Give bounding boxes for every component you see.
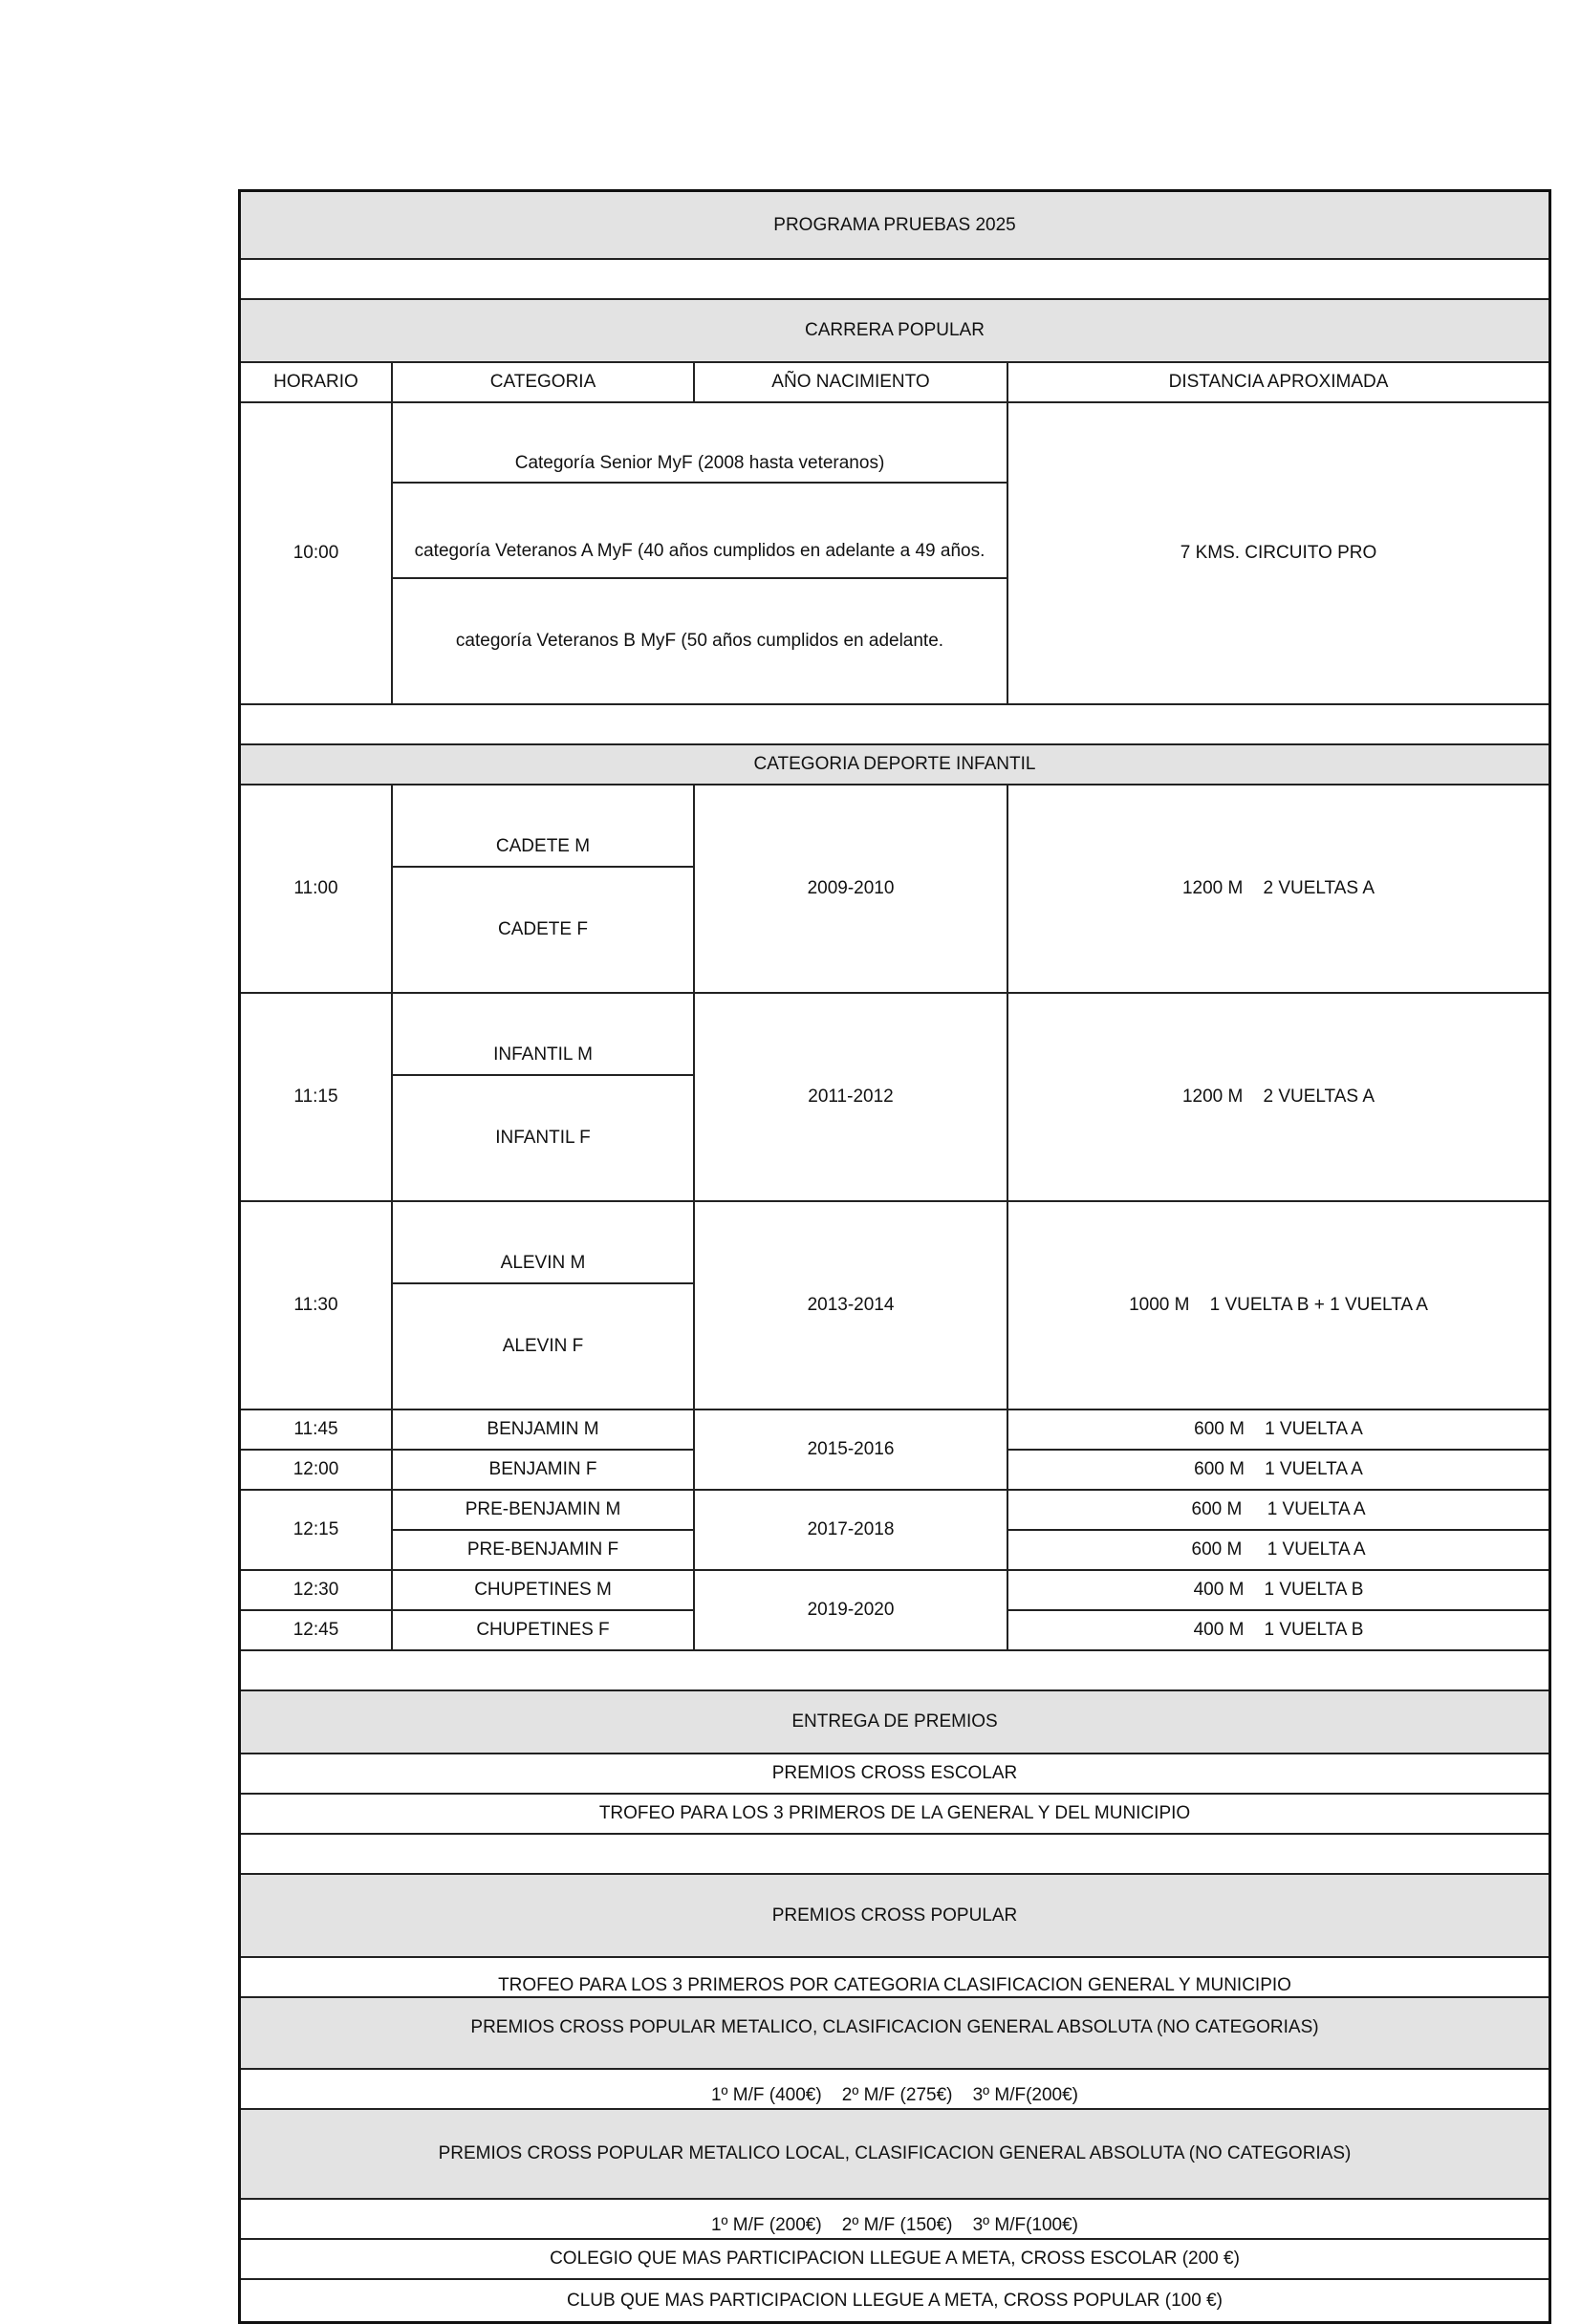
- premios-metalico-prizes: 1º M/F (400€) 2º M/F (275€) 3º M/F(200€): [241, 2069, 1549, 2109]
- benjamin-f-time: 12:00: [241, 1450, 392, 1490]
- premios-metalico-title: PREMIOS CROSS POPULAR METALICO, CLASIFICACION GENERAL ABSOLUTA (NO CATEGORIAS): [241, 1997, 1549, 2069]
- benjamin-years: 2015-2016: [694, 1409, 1007, 1490]
- premios-popular-trofeo: TROFEO PARA LOS 3 PRIMEROS POR CATEGORIA CLASIFICACION GENERAL Y MUNICIPIO: [241, 1957, 1549, 1997]
- header-horario: HORARIO: [241, 362, 392, 402]
- popular-category-veteranos-a: categoría Veteranos A MyF (40 años cumplidos en adelante a 49 años.: [393, 526, 1007, 579]
- premio-colegio: COLEGIO QUE MAS PARTICIPACION LLEGUE A META, CROSS ESCOLAR (200 €): [241, 2239, 1549, 2279]
- section-title-deporte-infantil: CATEGORIA DEPORTE INFANTIL: [241, 744, 1549, 785]
- prebenjamin-time: 12:15: [241, 1490, 392, 1570]
- alevin-distance: 1000 M 1 VUELTA B + 1 VUELTA A: [1007, 1201, 1549, 1409]
- popular-categories: [392, 402, 1007, 704]
- header-distancia: DISTANCIA APROXIMADA: [1007, 362, 1549, 402]
- spacer-row: [241, 704, 1549, 744]
- section-title-carrera-popular: CARRERA POPULAR: [241, 299, 1549, 362]
- popular-category-senior: Categoría Senior MyF (2008 hasta veteranos): [393, 445, 1007, 484]
- prebenjamin-m-distance: 600 M 1 VUELTA A: [1007, 1490, 1549, 1530]
- alevin-years: 2013-2014: [694, 1201, 1007, 1409]
- spacer-row: [241, 1650, 1549, 1690]
- infantil-time: 11:15: [241, 993, 392, 1201]
- infantil-years: 2011-2012: [694, 993, 1007, 1201]
- section-title-entrega-premios: ENTREGA DE PREMIOS: [241, 1690, 1549, 1754]
- infantil-categories: [392, 993, 694, 1201]
- premios-escolar-trofeo: TROFEO PARA LOS 3 PRIMEROS DE LA GENERAL Y DEL MUNICIPIO: [241, 1794, 1549, 1834]
- popular-category-veteranos-b: categoría Veteranos B MyF (50 años cumplidos en adelante.: [455, 631, 944, 651]
- benjamin-f: BENJAMIN F: [392, 1450, 694, 1490]
- chupetines-m-distance: 400 M 1 VUELTA B: [1007, 1570, 1549, 1610]
- page-title: PROGRAMA PRUEBAS 2025: [241, 192, 1549, 259]
- spacer-row: [241, 259, 1549, 299]
- cadete-categories: [392, 785, 694, 993]
- cadete-distance: 1200 M 2 VUELTAS A: [1007, 785, 1549, 993]
- infantil-distance: 1200 M 2 VUELTAS A: [1007, 993, 1549, 1201]
- cadete-years: 2009-2010: [694, 785, 1007, 993]
- alevin-f: ALEVIN F: [502, 1336, 584, 1356]
- chupetines-f-time: 12:45: [241, 1610, 392, 1650]
- premios-local-title: PREMIOS CROSS POPULAR METALICO LOCAL, CLASIFICACION GENERAL ABSOLUTA (NO CATEGORIAS): [241, 2109, 1549, 2199]
- infantil-f: INFANTIL F: [495, 1128, 591, 1148]
- prebenjamin-m: PRE-BENJAMIN M: [392, 1490, 694, 1530]
- benjamin-m-distance: 600 M 1 VUELTA A: [1007, 1409, 1549, 1450]
- alevin-time: 11:30: [241, 1201, 392, 1409]
- premios-escolar-title: PREMIOS CROSS ESCOLAR: [241, 1754, 1549, 1794]
- chupetines-f: CHUPETINES F: [392, 1610, 694, 1650]
- chupetines-m: CHUPETINES M: [392, 1570, 694, 1610]
- chupetines-years: 2019-2020: [694, 1570, 1007, 1650]
- premios-local-prizes: 1º M/F (200€) 2º M/F (150€) 3º M/F(100€): [241, 2199, 1549, 2239]
- benjamin-m: BENJAMIN M: [392, 1409, 694, 1450]
- prebenjamin-f-distance: 600 M 1 VUELTA A: [1007, 1530, 1549, 1570]
- prebenjamin-f: PRE-BENJAMIN F: [392, 1530, 694, 1570]
- benjamin-f-distance: 600 M 1 VUELTA A: [1007, 1450, 1549, 1490]
- chupetines-m-time: 12:30: [241, 1570, 392, 1610]
- popular-time: 10:00: [241, 402, 392, 704]
- spacer-row: [241, 1834, 1549, 1874]
- prebenjamin-years: 2017-2018: [694, 1490, 1007, 1570]
- benjamin-m-time: 11:45: [241, 1409, 392, 1450]
- cadete-time: 11:00: [241, 785, 392, 993]
- program-table: [241, 192, 1549, 2321]
- cadete-f: CADETE F: [498, 919, 588, 939]
- popular-distance: 7 KMS. CIRCUITO PRO: [1007, 402, 1549, 704]
- chupetines-f-distance: 400 M 1 VUELTA B: [1007, 1610, 1549, 1650]
- header-categoria: CATEGORIA: [392, 362, 694, 402]
- alevin-m: ALEVIN M: [393, 1244, 693, 1284]
- header-ano-nacimiento: AÑO NACIMIENTO: [694, 362, 1007, 402]
- infantil-m: INFANTIL M: [393, 1036, 693, 1076]
- alevin-categories: [392, 1201, 694, 1409]
- premios-popular-title: PREMIOS CROSS POPULAR: [241, 1874, 1549, 1957]
- program-sheet: [238, 189, 1551, 2324]
- premio-club: CLUB QUE MAS PARTICIPACION LLEGUE A META, CROSS POPULAR (100 €): [241, 2279, 1549, 2321]
- cadete-m: CADETE M: [393, 828, 693, 868]
